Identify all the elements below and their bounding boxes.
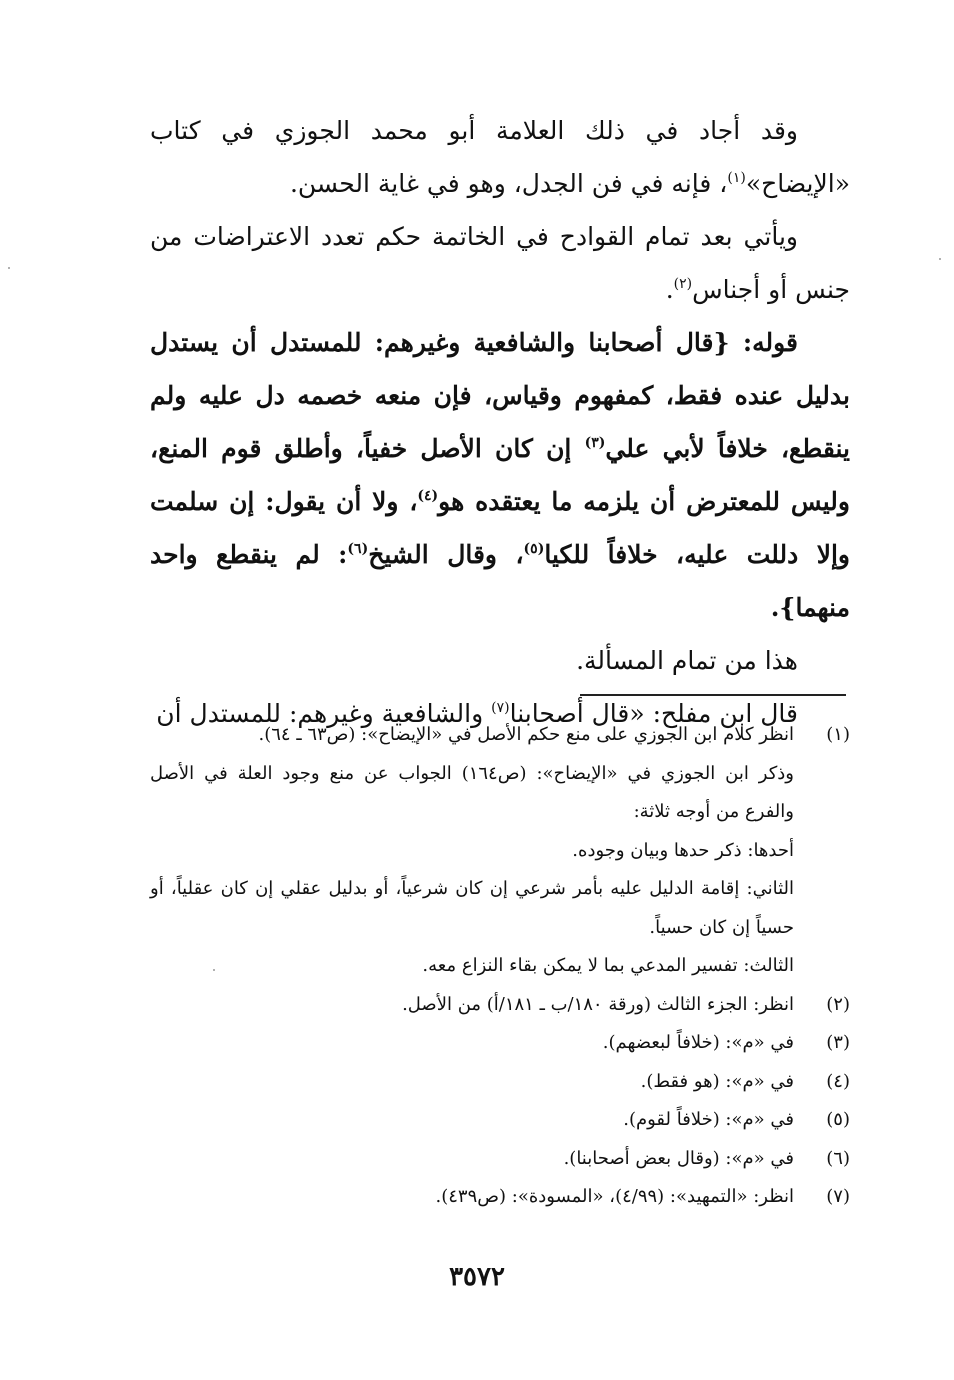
paragraph-text: إن كان الأصل خفياً، وأطلق قوم المنع، وليس للمعترض أن يلزمه ما يعتقده هو bbox=[150, 434, 850, 516]
footnote-text: في «م»: (وقال بعض أصحابنا). bbox=[563, 1147, 794, 1169]
footnote-text: في «م»: (هو فقط). bbox=[640, 1070, 794, 1092]
footnote-1-continuation: أحدها: ذكر حدها وبيان وجوده. bbox=[572, 839, 794, 861]
footnote-1-continuation: وذكر ابن الجوزي في «الإيضاح»: (ص١٦٤) الجواب عن منع وجود العلة في الأصل والفرع من أوجه ثلاثة: bbox=[150, 762, 794, 822]
footnote-3 bbox=[150, 1024, 850, 1063]
paragraph-text: ، فإنه في فن الجدل، وهو في غاية الحسن. bbox=[289, 169, 728, 198]
scan-speck bbox=[939, 258, 941, 260]
main-text bbox=[150, 104, 850, 740]
scan-speck bbox=[8, 267, 10, 269]
paragraph-text: ، وقال الشيخ bbox=[368, 540, 524, 569]
footnote-ref: (٧) bbox=[491, 700, 510, 716]
paragraph-3 bbox=[150, 316, 850, 634]
footnote-separator bbox=[580, 694, 846, 696]
footnote-text: في «م»: (خلافاً لقوم). bbox=[623, 1109, 794, 1130]
paragraph-text: قال ابن مفلح: «قال أصحابنا bbox=[509, 699, 798, 728]
paragraph-1 bbox=[150, 104, 850, 210]
paragraph-text: : لم ينقطع واحد منهما}. bbox=[150, 540, 850, 622]
footnote-ref: (٥) bbox=[523, 541, 545, 557]
paragraph-text: وقد أجاد في ذلك العلامة أبو محمد الجوزي في كتاب «الإيضاح» bbox=[150, 116, 850, 198]
paragraph-text: ويأتي بعد تمام القوادح في الخاتمة حكم تعدد الاعتراضات من جنس أو أجناس bbox=[150, 222, 850, 304]
footnote-ref: (٣) bbox=[584, 435, 606, 451]
footnote-number: (٣) bbox=[826, 1032, 850, 1053]
paragraph-text: . bbox=[665, 275, 674, 304]
footnote-5 bbox=[150, 1101, 850, 1140]
paragraph-text: ، ولا أن يقول: إن سلمت وإلا دللت عليه، خلافاً للكيا bbox=[150, 487, 851, 569]
footnote-number: (٢) bbox=[826, 993, 850, 1015]
footnote-ref: (٦) bbox=[347, 541, 369, 557]
footnote-6 bbox=[150, 1140, 850, 1179]
footnote-text: انظر: الجزء الثالث (ورقة ١٨٠/ب ـ ١٨١/أ) من الأصل. bbox=[402, 993, 794, 1015]
footnote-number: (١) bbox=[826, 724, 850, 745]
footnote-ref: (٢) bbox=[673, 276, 693, 292]
footnote-7 bbox=[150, 1178, 850, 1217]
paragraph-text: والشافعية وغيرهم: للمستدل أن bbox=[156, 699, 492, 728]
footnote-text: انظر كلام ابن الجوزي على منع حكم الأصل في «الإيضاح»: (ص٦٣ ـ ٦٤). bbox=[258, 724, 794, 745]
paragraph-2 bbox=[150, 210, 850, 316]
paragraph-4: هذا من تمام المسألة. bbox=[576, 646, 798, 675]
footnote-number: (٧) bbox=[826, 1186, 850, 1207]
footnote-number: (٦) bbox=[826, 1147, 850, 1169]
footnote-text: انظر: «التمهيد»: (٤/٩٩)، «المسودة»: (ص٤٣٩). bbox=[435, 1186, 794, 1207]
footnote-ref: (٤) bbox=[417, 488, 439, 504]
footnote-4 bbox=[150, 1063, 850, 1102]
footnote-number: (٤) bbox=[826, 1070, 850, 1092]
footnote-text: في «م»: (خلافاً لبعضهم). bbox=[602, 1032, 794, 1053]
footnote-1-continuation: الثالث: تفسير المدعي بما لا يمكن بقاء النزاع معه. bbox=[422, 955, 794, 976]
paragraph-text: قوله: {قال أصحابنا والشافعية وغيرهم: للمستدل أن يستدل بدليل عنده فقط، كمفهوم وقياس، فإن منعه خصمه دل عليه ولم ينقطع، خلافاً لأبي علي bbox=[150, 328, 851, 463]
page-number: ٣٥٧٢ bbox=[449, 1262, 505, 1292]
scan-speck bbox=[213, 969, 215, 971]
footnote-ref: (١) bbox=[727, 170, 746, 186]
footnote-number: (٥) bbox=[826, 1109, 850, 1130]
footnote-2 bbox=[150, 986, 850, 1025]
footnotes bbox=[150, 716, 850, 1217]
footnote-1-continuation: الثاني: إقامة الدليل عليه بأمر شرعي إن كان شرعياً، أو بدليل عقلي إن كان عقلياً، أو حسياً إن كان حسياً. bbox=[150, 878, 794, 938]
footnote-1 bbox=[150, 716, 850, 755]
